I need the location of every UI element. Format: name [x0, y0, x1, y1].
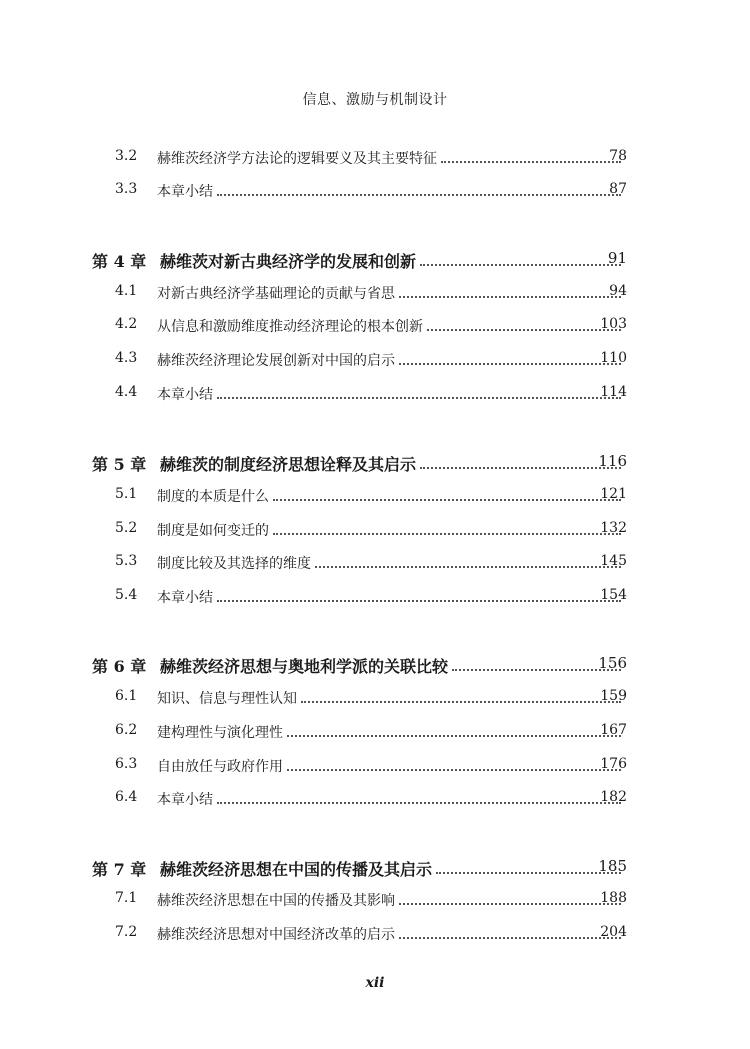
page-number: 182: [600, 789, 627, 805]
page-number: 204: [600, 924, 627, 940]
section-title: 制度的本质是什么: [157, 486, 625, 506]
section-number: 4.1: [115, 283, 138, 299]
section-title: 本章小结: [157, 181, 625, 201]
section-number: 5.3: [115, 553, 138, 569]
page-number: 121: [600, 486, 627, 502]
section-number: 6.2: [115, 722, 138, 738]
toc-entry[interactable]: [0, 520, 750, 550]
chapter-title: 赫维茨的制度经济思想诠释及其启示: [160, 452, 625, 475]
page-number: 159: [600, 688, 627, 704]
toc-entry[interactable]: [0, 756, 750, 786]
dot-leader: [217, 194, 621, 196]
page-number: 167: [600, 722, 627, 738]
toc-entry[interactable]: [0, 789, 750, 819]
page-number: 188: [600, 890, 627, 906]
toc-entry[interactable]: [0, 181, 750, 211]
toc-entry[interactable]: [0, 350, 750, 380]
toc-entry[interactable]: [0, 486, 750, 516]
chapter-number: 第 5 章: [92, 455, 147, 474]
chapter-title: 赫维茨对新古典经济学的发展和创新: [160, 249, 625, 272]
toc-entry[interactable]: [0, 722, 750, 752]
page-number: 154: [600, 587, 627, 603]
section-title: 制度比较及其选择的维度: [157, 553, 625, 573]
toc-entry[interactable]: [0, 553, 750, 583]
toc-chapter-entry[interactable]: [0, 452, 750, 482]
section-number: 7.2: [115, 924, 138, 940]
section-title: 对新古典经济学基础理论的贡献与省思: [157, 283, 625, 303]
section-number: 5.4: [115, 587, 138, 603]
running-head: 信息、激励与机制设计: [302, 92, 448, 108]
toc-entry[interactable]: [0, 148, 750, 178]
toc-chapter-entry[interactable]: [0, 249, 750, 279]
section-title: 赫维茨经济思想对中国经济改革的启示: [157, 924, 625, 944]
toc-entry[interactable]: [0, 924, 750, 954]
page-number: 145: [600, 553, 627, 569]
section-title: 知识、信息与理性认知: [157, 688, 625, 708]
chapter-number: 第 6 章: [92, 657, 147, 676]
section-number: 3.3: [115, 181, 138, 197]
section-title: 本章小结: [157, 789, 625, 809]
section-number: 5.2: [115, 520, 138, 536]
section-number: 6.4: [115, 789, 138, 805]
page-number: 94: [609, 283, 627, 299]
section-number: 4.3: [115, 350, 138, 366]
section-title: 赫维茨经济学方法论的逻辑要义及其主要特征: [157, 148, 625, 168]
section-title: 本章小结: [157, 384, 625, 404]
section-title: 赫维茨经济思想在中国的传播及其影响: [157, 890, 625, 910]
page-number: 132: [600, 520, 627, 536]
section-number: 7.1: [115, 890, 138, 906]
page-number: 176: [600, 756, 627, 772]
section-number: 6.1: [115, 688, 138, 704]
page-number: 156: [598, 654, 627, 672]
section-title: 建构理性与演化理性: [157, 722, 625, 742]
page-number: 78: [609, 148, 627, 164]
toc-chapter-entry[interactable]: [0, 654, 750, 684]
page-number: 114: [600, 384, 627, 400]
page-number: 185: [598, 857, 627, 875]
dot-leader: [217, 802, 621, 804]
toc-entry[interactable]: [0, 688, 750, 718]
section-number: 5.1: [115, 486, 138, 502]
toc-entry[interactable]: [0, 890, 750, 920]
section-title: 赫维茨经济理论发展创新对中国的启示: [157, 350, 625, 370]
page-folio: xii: [365, 975, 385, 991]
section-number: 6.3: [115, 756, 138, 772]
page-number: 110: [600, 350, 627, 366]
dot-leader: [217, 397, 621, 399]
section-number: 4.2: [115, 316, 138, 332]
chapter-number: 第 4 章: [92, 252, 147, 271]
chapter-title: 赫维茨经济思想在中国的传播及其启示: [160, 857, 625, 880]
section-number: 4.4: [115, 384, 138, 400]
chapter-title: 赫维茨经济思想与奥地利学派的关联比较: [160, 654, 625, 677]
section-title: 制度是如何变迁的: [157, 520, 625, 540]
section-title: 自由放任与政府作用: [157, 756, 625, 776]
page-number: 116: [598, 452, 627, 470]
page-number: 91: [607, 249, 627, 267]
section-title: 本章小结: [157, 587, 625, 607]
toc-entry[interactable]: [0, 283, 750, 313]
page-number: 103: [600, 316, 627, 332]
toc-entry[interactable]: [0, 384, 750, 414]
page-number: 87: [609, 181, 627, 197]
section-title: 从信息和激励维度推动经济理论的根本创新: [157, 316, 625, 336]
chapter-number: 第 7 章: [92, 860, 147, 879]
dot-leader: [217, 600, 621, 602]
section-number: 3.2: [115, 148, 138, 164]
toc-entry[interactable]: [0, 587, 750, 617]
toc-chapter-entry[interactable]: [0, 857, 750, 887]
toc-entry[interactable]: [0, 316, 750, 346]
